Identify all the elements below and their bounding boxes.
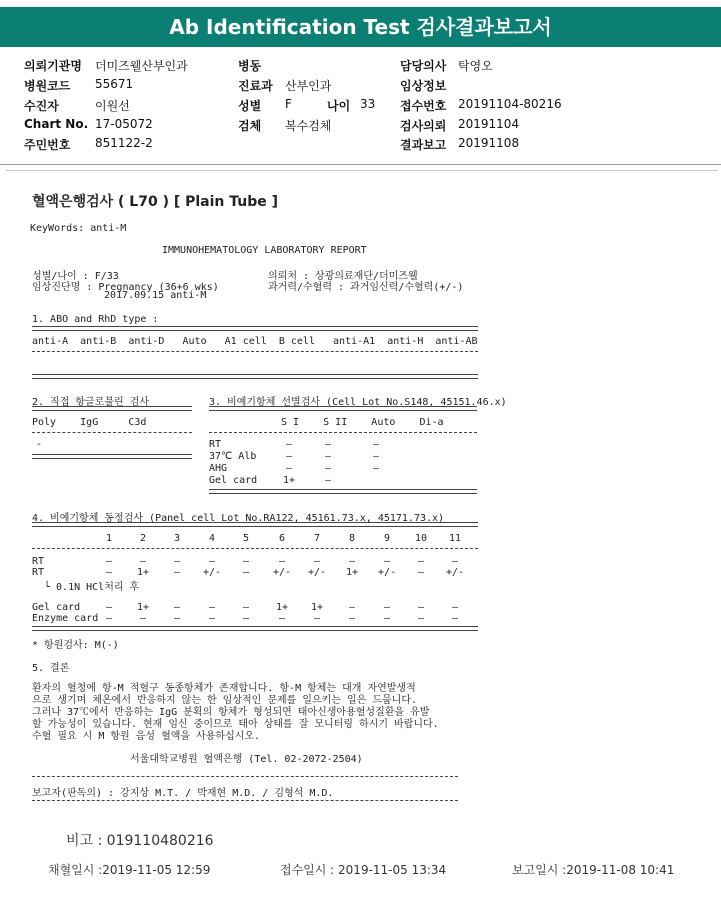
panel-cell: –: [348, 602, 356, 613]
screening-cell: –: [285, 439, 293, 450]
remarks: 비고 : 019110480216: [66, 833, 214, 849]
antigen-test: * 항원검사: M(-): [32, 640, 119, 651]
panel-cell: –: [105, 556, 113, 567]
value-sex: F: [285, 97, 292, 111]
screening-row-label: 37℃ Alb: [209, 451, 257, 462]
value-hospital-code: 55671: [95, 77, 134, 91]
panel-cell: –: [383, 556, 391, 567]
label-institution: 의뢰기관명: [24, 59, 82, 73]
panel-cell: –: [242, 567, 250, 578]
rule: [209, 406, 477, 411]
panel-cell: –: [383, 602, 391, 613]
conclusion-line: 환자의 혈청에 항-M 적혈구 동종항체가 존재합니다. 항-M 항체는 대개 자연발생적: [32, 683, 416, 694]
conclusion-line: 그러나 37℃에서 반응하는 IgG 분획의 항체가 형성되면 태아신생아용혈성질환을 유발: [32, 707, 430, 718]
screening-cell: 1+: [282, 475, 296, 486]
report-datetime: 보고일시 :2019-11-08 10:41: [512, 863, 675, 877]
rule: [32, 800, 458, 801]
panel-cell: 1+: [275, 602, 289, 613]
screening-cell: –: [372, 463, 380, 474]
panel-cell: +/-: [307, 567, 327, 578]
rule: [209, 489, 477, 494]
panel-cell: –: [348, 556, 356, 567]
panel-cell: –: [451, 556, 459, 567]
label-doctor: 담당의사: [400, 59, 447, 73]
conclusion-line: 수혈 필요 시 M 항원 음성 혈액을 사용하십시오.: [32, 731, 261, 742]
panel-cell: –: [278, 613, 286, 624]
panel-cell-number: 9: [383, 533, 391, 544]
panel-cell: –: [451, 613, 459, 624]
dat-columns: Poly IgG C3d: [32, 417, 147, 428]
rule: [32, 548, 478, 549]
section2-title: 2. 직접 항글로불린 검사: [32, 397, 150, 408]
rule: [32, 522, 478, 527]
value-test-request: 20191104: [458, 117, 520, 131]
value-chart-no: 17-05072: [95, 117, 153, 131]
screening-cell: –: [324, 463, 332, 474]
reporter: 보고자(판독의) : 강지상 M.T. / 박재현 M.D. / 김형석 M.D.: [32, 788, 334, 799]
panel-cell: –: [173, 613, 181, 624]
hospital-blood-bank: 서울대학교병원 혈액은행 (Tel. 02-2072-2504): [130, 754, 363, 765]
rule: [32, 454, 192, 459]
panel-cell: –: [278, 556, 286, 567]
panel-cell-number: 1: [105, 533, 113, 544]
conclusion-line: 으로 생기며 체온에서 반응하지 않는 한 임상적인 문제를 일으키는 일은 드뭅니다.: [32, 695, 418, 706]
panel-cell-number: 4: [208, 533, 216, 544]
screening-row-label: AHG: [209, 463, 228, 474]
hcl-note: └ 0.1N HCl처리 후: [44, 582, 140, 593]
panel-cell: –: [208, 602, 216, 613]
panel-row-label: RT: [32, 556, 45, 567]
screening-row-label: Gel card: [209, 475, 258, 486]
value-specimen: 복수검체: [285, 119, 332, 133]
rule: [32, 326, 478, 331]
value-department: 산부인과: [285, 79, 332, 93]
screening-cell: –: [324, 475, 332, 486]
panel-cell-number: 3: [173, 533, 181, 544]
rule: [32, 776, 458, 777]
rule: [32, 626, 478, 631]
panel-cell: –: [242, 602, 250, 613]
collection-datetime: 채혈일시 :2019-11-05 12:59: [48, 863, 211, 877]
section3-title: 3. 비예기항체 선별검사 (Cell Lot No.S148, 45151.46.x): [209, 397, 507, 408]
panel-cell: 1+: [136, 567, 150, 578]
panel-cell: –: [417, 613, 425, 624]
panel-row-label: Gel card: [32, 602, 81, 613]
screening-cell: –: [372, 439, 380, 450]
panel-cell: +/-: [202, 567, 222, 578]
panel-row-label: RT: [32, 567, 45, 578]
label-sex: 성별: [238, 99, 262, 113]
label-patient: 수진자: [24, 99, 59, 113]
keywords: KeyWords: anti-M: [30, 223, 127, 234]
panel-cell: 1+: [310, 602, 324, 613]
panel-cell: –: [105, 602, 113, 613]
screening-cell: –: [324, 451, 332, 462]
diagnosis-note: 2017.09.15 anti-M: [104, 290, 207, 301]
panel-cell: –: [208, 613, 216, 624]
panel-cell: –: [139, 556, 147, 567]
panel-row-label: Enzyme card: [32, 613, 99, 624]
scanned-report: [6, 170, 718, 916]
value-patient: 이원선: [95, 99, 130, 113]
panel-cell-number: 8: [348, 533, 356, 544]
section4-title: 4. 비예기항체 동정검사 (Panel cell Lot No.RA122, 45161.73.x, 45171.73.x): [32, 513, 445, 524]
report-title-bar: Ab Identification Test 검사결과보고서: [0, 7, 721, 47]
panel-cell-number: 11: [448, 533, 462, 544]
screening-cell: –: [324, 439, 332, 450]
panel-cell: +/-: [445, 567, 465, 578]
header-divider: [0, 164, 721, 165]
panel-cell: –: [417, 602, 425, 613]
rule: [32, 351, 478, 352]
panel-cell: +/-: [377, 567, 397, 578]
panel-cell-number: 10: [414, 533, 428, 544]
label-specimen: 검체: [238, 119, 262, 133]
label-chart-no: Chart No.: [24, 117, 89, 131]
panel-cell: –: [451, 602, 459, 613]
panel-cell-number: 6: [278, 533, 286, 544]
label-result-report: 결과보고: [400, 138, 447, 152]
rule: [32, 432, 192, 433]
panel-cell: –: [173, 602, 181, 613]
screening-cell: –: [285, 451, 293, 462]
panel-cell: –: [208, 556, 216, 567]
value-doctor: 탁영오: [458, 59, 493, 73]
label-receipt-no: 접수번호: [400, 99, 447, 113]
value-age: 33: [360, 97, 376, 111]
value-resident-no: 851122-2: [95, 136, 153, 150]
screening-header: S I S II Auto Di-a: [281, 417, 444, 428]
panel-cell: –: [383, 613, 391, 624]
sex-age: 성별/나이 : F/33: [32, 271, 119, 282]
section1-title: 1. ABO and RhD type :: [32, 314, 159, 325]
label-test-request: 검사의뢰: [400, 119, 447, 133]
panel-cell-number: 5: [242, 533, 250, 544]
panel-cell: –: [348, 613, 356, 624]
label-ward: 병동: [238, 59, 262, 73]
screening-row-label: RT: [209, 439, 222, 450]
panel-cell: –: [313, 613, 321, 624]
report-heading: 혈액은행검사 ( L70 ) [ Plain Tube ]: [32, 194, 279, 210]
receipt-datetime: 접수일시 : 2019-11-05 13:34: [280, 863, 447, 877]
panel-cell: –: [139, 613, 147, 624]
panel-cell-number: 7: [313, 533, 321, 544]
screening-cell: –: [285, 463, 293, 474]
value-institution: 더미즈웰산부인과: [95, 59, 188, 73]
panel-cell: –: [417, 556, 425, 567]
label-department: 진료과: [238, 79, 273, 93]
panel-cell: 1+: [136, 602, 150, 613]
value-receipt-no: 20191104-80216: [458, 97, 562, 111]
value-result-report: 20191108: [458, 136, 520, 150]
transfusion-history: 과거력/수혈력 : 과거임신력/수혈력(+/-): [268, 282, 464, 293]
panel-cell: –: [173, 567, 181, 578]
panel-cell-number: 2: [139, 533, 147, 544]
clinical-diagnosis: 임상진단명 : Pregnancy (36+6 wks): [32, 282, 219, 293]
label-clinical-info: 임상정보: [400, 79, 447, 93]
panel-cell: –: [242, 613, 250, 624]
panel-cell: –: [313, 556, 321, 567]
lab-report-title: IMMUNOHEMATOLOGY LABORATORY REPORT: [162, 245, 367, 256]
panel-cell: –: [105, 613, 113, 624]
section5-title: 5. 결론: [32, 663, 70, 674]
dat-value: -: [36, 439, 43, 450]
panel-cell: +/-: [272, 567, 292, 578]
rule: [32, 374, 478, 379]
panel-cell: –: [173, 556, 181, 567]
conclusion-line: 할 가능성이 있습니다. 현재 임신 중이므로 태아 상태를 잘 모니터링 하시기 바랍니다.: [32, 719, 439, 730]
rule: [32, 406, 192, 411]
label-age: 나이: [327, 99, 351, 113]
rule: [209, 432, 477, 433]
requester: 의뢰처 : 상광의료재단/더미즈웰: [268, 271, 418, 282]
abo-columns: anti-A anti-B anti-D Auto A1 cell B cell anti-A1 anti-H anti-AB: [32, 336, 478, 347]
label-resident-no: 주민번호: [24, 138, 71, 152]
label-hospital-code: 병원코드: [24, 79, 71, 93]
panel-cell: –: [242, 556, 250, 567]
panel-cell: –: [417, 567, 425, 578]
panel-cell: 1+: [345, 567, 359, 578]
screening-cell: –: [372, 451, 380, 462]
panel-cell: –: [105, 567, 113, 578]
